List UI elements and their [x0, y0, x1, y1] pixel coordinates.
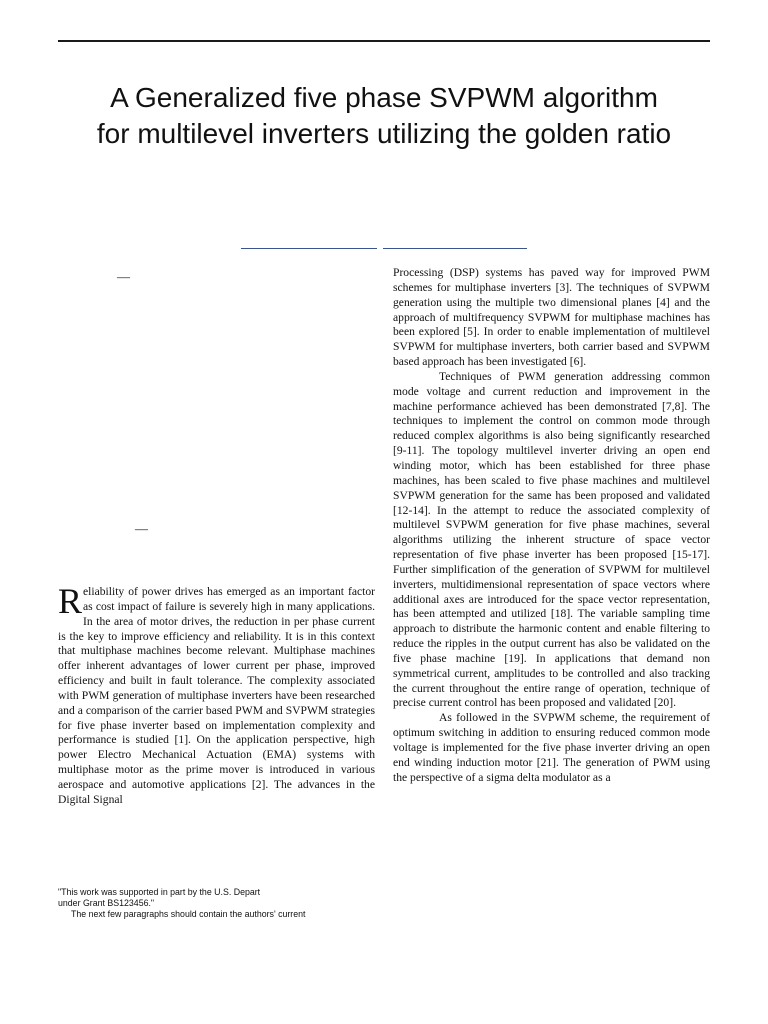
right-paragraph-2: Techniques of PWM generation addressing common mode voltage and current reduction and improvement in the machine performance achieved has been demonstrated [7,8]. The techniques to implement the control on common mode through reduced complex algorithms is also being significantly researched [9-11]. The topology multilevel inverter driving an open end winding motor, which has been established for three phase machines, has been scaled to five phase machines and multilevel SVPWM generation for the same has been proposed and validated [12-14]. In the attempt to reduce the associated complexity of multilevel SVPWM generation for five phase machines, several algorithms utilizing the inherent structure of space vector representation of five phase inverter has been proposed [15-17]. Further simplification of the generation of SVPWM for multilevel inverters, multidimensional representation of space vectors where additional axes are introduced for the space vector representation, has been attempted and utilized [18]. The variable sampling time approach to distribute the harmonic content and enable filtering to reduce the ripples in the output current has also be validated on the five phase machine [19]. In applications that demand non symmetrical current, amplitudes to be controlled and also tracking the current throughout the entire range of operation, technique of precise current control has been proposed and validated [20]. — [393, 369, 710, 710]
intro-paragraph-text: eliability of power drives has emerged as an important factor as cost impact of failure is severely high in many applications. In the area of motor drives, the reduction in per phase current is the key to improve efficiency and reliability. It is in this context that multiphase machines become relevant. Multiphase machines offer inherent advantages of lower current per phase, improved efficiency and built in fault tolerance. The complexity associated with PWM generation of multiphase inverters have been researched and a comparison of the carrier based PWM and SVPWM strategies for five phase inverter based on implementation complexity and performance is studied [1]. On the application perspective, high power Electro Mechanical Actuation (EMA) systems with multiphase motor as the prime mover is introduced in various aerospace and automotive applications [2]. The advances in the Digital Signal — [58, 585, 375, 806]
left-column — [58, 581, 375, 808]
footnote-line-2: under Grant BS123456." — [58, 898, 155, 908]
right-paragraph-1: Processing (DSP) systems has paved way for improved PWM schemes for multiphase inverters [3]. The techniques of SVPWM generation using the multiple two dimensional planes [4] and the approach of multifrequency SVPWM for multiphase machines has been explored [5]. In order to enable implementation of multilevel SVPWM for multiphase inverters, both carrier based and SVPWM based approach has been investigated [6]. — [393, 266, 710, 369]
drop-cap: R — [58, 581, 83, 621]
right-paragraph-3: As followed in the SVPWM scheme, the requirement of optimum switching in addition to ensuring reduced common mode voltage is implemented for the five phase inverter driving an open end winding induction motor [21]. The generation of PWM using the perspective of a sigma delta modulator as a — [393, 711, 710, 784]
footnote-line-1: "This work was supported in part by the U.S. Depart — [58, 887, 261, 897]
abstract-dash: — — [117, 269, 130, 284]
footnote-line-3: The next few paragraphs should contain the authors' current — [71, 909, 306, 919]
header-rule — [58, 40, 710, 42]
author-link-1[interactable] — [241, 248, 377, 249]
author-link-2[interactable] — [383, 248, 527, 249]
right-column — [393, 266, 710, 786]
keywords-dash: — — [135, 521, 148, 536]
title-line-1: A Generalized five phase SVPWM algorithm — [110, 82, 658, 113]
paper-title — [40, 80, 728, 152]
title-line-2: for multilevel inverters utilizing the golden ratio — [96, 118, 672, 149]
intro-paragraph — [58, 581, 375, 808]
footnote — [58, 887, 375, 920]
